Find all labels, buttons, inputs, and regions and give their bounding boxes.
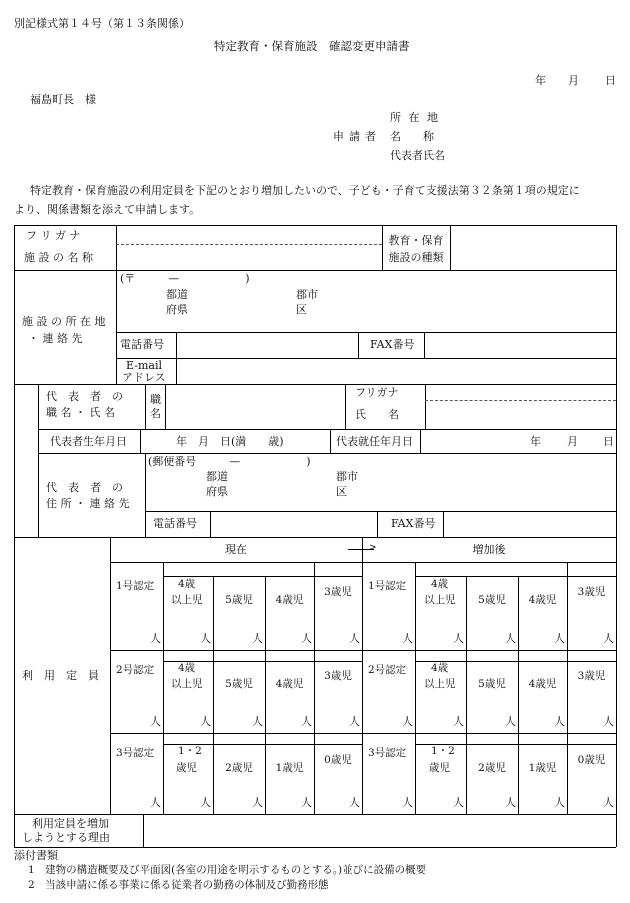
- rep-appointed-year: 年: [530, 435, 541, 448]
- row3-c4-current: 0歳児: [324, 754, 352, 766]
- row2-c3-after: 4歳児: [528, 678, 557, 690]
- row3-cert-current: 3号認定: [116, 747, 155, 759]
- furigana-label: フ リ ガ ナ: [26, 229, 81, 242]
- date-day: 日: [605, 74, 616, 87]
- capacity-unit-label: 人: [402, 715, 413, 728]
- rep-label-2: 職 名 ・ 氏 名: [46, 406, 115, 419]
- location-city-1: 郡市: [296, 288, 318, 301]
- location-pref-2: 府県: [166, 303, 188, 316]
- row1-c3-after: 4歳児: [528, 594, 557, 606]
- row3-cert-after: 3号認定: [368, 747, 407, 759]
- intro-line-1: 特定教育・保育施設の利用定員を下記のとおり増加したいので、子ども・子育て支援法第３２条第１項の規定に: [30, 184, 580, 197]
- addressee: 福島町長 様: [30, 93, 96, 106]
- capacity-unit-label: 人: [150, 632, 161, 645]
- row1-c3-current: 4歳児: [275, 594, 304, 606]
- capacity-unit-label: 人: [505, 632, 516, 645]
- capacity-unit-label: 人: [150, 715, 161, 728]
- row1-c1b-current: 以上児: [171, 594, 203, 606]
- row2-c2-current: 5歳児: [225, 678, 253, 690]
- capacity-unit-label: 人: [453, 632, 464, 645]
- capacity-unit-label: 人: [349, 796, 360, 809]
- location-label-1: 施 設 の 所 在 地: [22, 315, 106, 328]
- capacity-unit-label: 人: [402, 796, 413, 809]
- row2-c4-after: 3歳児: [577, 670, 606, 682]
- row2-c1a-after: 4歳: [431, 662, 449, 674]
- row1-c1b-after: 以上児: [424, 594, 456, 606]
- rep-furigana-label: フリガナ: [355, 386, 399, 399]
- location-postal: (〒 — ): [120, 272, 250, 285]
- rep-birth-value: 年 月 日(満 歳): [176, 435, 284, 448]
- row2-c1b-current: 以上児: [171, 678, 203, 690]
- capacity-unit-label: 人: [301, 632, 312, 645]
- applicant-rep-label: 代表者氏名: [390, 149, 445, 162]
- row3-c3-current: 1歳児: [275, 762, 304, 774]
- capacity-after-header: 増加後: [472, 543, 506, 556]
- rep-city-2: 区: [336, 485, 347, 498]
- row1-c2-after: 5歳児: [478, 594, 506, 606]
- row1-c1a-after: 4歳: [431, 578, 449, 590]
- location-email-label-2: アドレス: [122, 371, 166, 384]
- rep-appointed-label: 代表就任年月日: [336, 435, 413, 448]
- rep-postal: (郵便番号 — ): [148, 455, 311, 468]
- capacity-label: 利 用 定 員: [22, 669, 99, 682]
- row1-cert-current: 1号認定: [116, 580, 155, 592]
- rep-name-label: 氏 名: [355, 408, 399, 421]
- capacity-unit-label: 人: [252, 796, 263, 809]
- rep-title-2: 名: [150, 407, 161, 420]
- location-fax-label: FAX番号: [370, 338, 415, 351]
- rep-appointed-day: 日: [603, 435, 614, 448]
- capacity-unit-label: 人: [200, 715, 211, 728]
- facility-type-label-1: 教育・保育: [388, 234, 444, 247]
- row2-c2-after: 5歳児: [478, 678, 506, 690]
- capacity-unit-label: 人: [453, 715, 464, 728]
- rep-addr-label-2: 住 所 ・ 連 絡 先: [46, 497, 130, 510]
- capacity-unit-label: 人: [150, 796, 161, 809]
- reason-label-2: しようとする理由: [22, 831, 110, 844]
- row1-c2-current: 5歳児: [225, 594, 253, 606]
- attachments-heading: 添付書類: [14, 849, 58, 862]
- capacity-unit-label: 人: [554, 796, 565, 809]
- facility-type-label-2: 施設の種類: [388, 251, 444, 264]
- capacity-unit-label: 人: [200, 796, 211, 809]
- capacity-unit-label: 人: [402, 632, 413, 645]
- applicant-name-label: 名 称: [390, 130, 434, 143]
- row2-c1a-current: 4歳: [178, 662, 196, 674]
- form-number: 別記様式第１４号（第１３条関係）: [14, 17, 190, 30]
- capacity-unit-label: 人: [505, 715, 516, 728]
- attachment-item-2: 2 当該申請に係る事業に係る従業者の勤務の体制及び勤務形態: [28, 879, 329, 891]
- row3-c2-after: 2歳児: [478, 762, 506, 774]
- rep-tel-label: 電話番号: [153, 517, 197, 530]
- row2-c1b-after: 以上児: [424, 678, 456, 690]
- page-title: 特定教育・保育施設 確認変更申請書: [214, 39, 410, 53]
- row1-c4-after: 3歳児: [577, 586, 606, 598]
- date-year: 年: [535, 74, 546, 87]
- capacity-unit-label: 人: [554, 632, 565, 645]
- rep-birth-label: 代表者生年月日: [50, 435, 127, 448]
- capacity-unit-label: 人: [603, 796, 614, 809]
- row2-cert-after: 2号認定: [368, 664, 407, 676]
- location-email-label-1: E-mail: [126, 359, 162, 372]
- capacity-unit-label: 人: [453, 796, 464, 809]
- row3-c3-after: 1歳児: [528, 762, 557, 774]
- row1-c4-current: 3歳児: [324, 586, 352, 598]
- capacity-unit-label: 人: [349, 715, 360, 728]
- capacity-unit-label: 人: [301, 715, 312, 728]
- date-month: 月: [568, 74, 579, 87]
- row2-c3-current: 4歳児: [275, 678, 304, 690]
- location-city-2: 区: [296, 303, 307, 316]
- capacity-current-header: 現在: [225, 543, 247, 556]
- facility-name-label: 施 設 の 名 称: [24, 251, 93, 264]
- row3-c1a-after: 1・2: [431, 745, 455, 757]
- reason-label-1: 利用定員を増加: [32, 817, 109, 830]
- row3-c4-after: 0歳児: [577, 754, 606, 766]
- capacity-unit-label: 人: [252, 632, 263, 645]
- row1-c1a-current: 4歳: [178, 578, 196, 590]
- intro-line-2: より、関係書類を添えて申請します。: [14, 203, 201, 216]
- row2-c4-current: 3歳児: [324, 670, 352, 682]
- row3-c1b-current: 歳児: [176, 762, 197, 774]
- capacity-unit-label: 人: [349, 632, 360, 645]
- row3-c1b-after: 歳児: [429, 762, 450, 774]
- rep-pref-2: 府県: [206, 485, 228, 498]
- row2-cert-current: 2号認定: [116, 664, 155, 676]
- row3-c1a-current: 1・2: [178, 745, 202, 757]
- capacity-unit-label: 人: [554, 715, 565, 728]
- capacity-unit-label: 人: [252, 715, 263, 728]
- row1-cert-after: 1号認定: [368, 580, 407, 592]
- rep-label-1: 代 表 者 の: [46, 390, 123, 403]
- rep-appointed-month: 月: [567, 435, 578, 448]
- capacity-unit-label: 人: [301, 796, 312, 809]
- rep-fax-label: FAX番号: [391, 517, 436, 530]
- location-pref-1: 都道: [166, 288, 188, 301]
- capacity-unit-label: 人: [505, 796, 516, 809]
- location-label-2: ・ 連 絡 先: [28, 332, 83, 345]
- rep-city-1: 郡市: [336, 470, 358, 483]
- attachment-item-1: 1 建物の構造概要及び平面図(各室の用途を明示するものとする。)並びに設備の概要: [28, 864, 427, 876]
- rep-title-1: 職: [150, 393, 161, 406]
- applicant-label: 申請者: [333, 130, 381, 143]
- row3-c2-current: 2歳児: [225, 762, 253, 774]
- capacity-unit-label: 人: [200, 632, 211, 645]
- rep-pref-1: 都道: [206, 470, 228, 483]
- capacity-unit-label: 人: [603, 715, 614, 728]
- rep-addr-label-1: 代 表 者 の: [46, 481, 123, 494]
- applicant-address-label: 所 在 地: [390, 111, 440, 124]
- arrow-right-icon: >: [369, 543, 377, 553]
- capacity-unit-label: 人: [603, 632, 614, 645]
- location-tel-label: 電話番号: [120, 338, 164, 351]
